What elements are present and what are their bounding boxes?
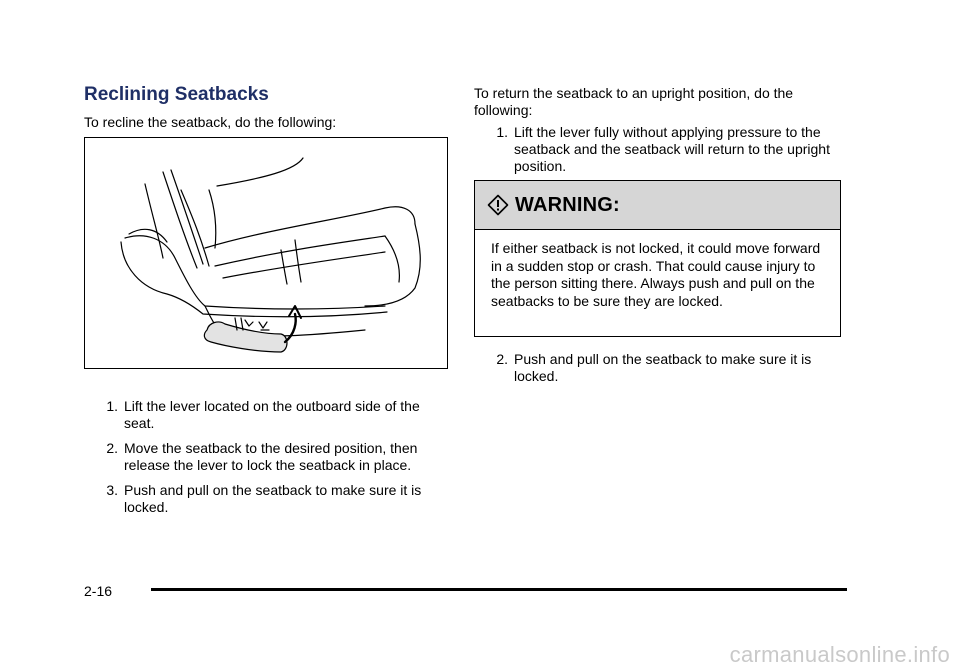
step-number: 2. <box>106 440 118 456</box>
page-number: 2-16 <box>84 583 113 599</box>
step-number: 1. <box>106 398 118 414</box>
upright-steps-continued <box>484 351 846 393</box>
warning-text: If either seatback is not locked, it could move forward in a sudden stop or crash. That could cause injury to the person sitting there. Always push and pull on the seatbacks to be sure they are locked. <box>491 240 821 309</box>
step-text: Lift the lever located on the outboard side of the seat. <box>124 398 420 431</box>
section-title: Reclining Seatbacks <box>84 84 269 105</box>
list-item <box>484 351 846 385</box>
step-number: 2. <box>496 351 508 367</box>
warning-header <box>475 181 840 230</box>
list-item <box>484 124 846 175</box>
step-text: Move the seatback to the desired position, then release the lever to lock the seatback in place. <box>124 440 418 473</box>
list-item <box>94 398 439 432</box>
seat-lever-drawing <box>85 138 447 368</box>
upright-intro: To return the seatback to an upright position, do the following: <box>474 85 794 118</box>
watermark: carmanualsonline.info <box>729 642 950 667</box>
step-text: Lift the lever fully without applying pressure to the seatback and the seatback will return to the upright position. <box>514 124 830 174</box>
step-text: Push and pull on the seatback to make sure it is locked. <box>514 351 812 384</box>
footer-rule <box>151 588 847 591</box>
seat-illustration <box>84 137 448 369</box>
upright-steps <box>484 124 846 183</box>
step-number: 3. <box>106 482 118 498</box>
warning-title: WARNING: <box>515 193 620 216</box>
warning-box <box>474 180 841 337</box>
step-number: 1. <box>496 124 508 140</box>
list-item <box>94 440 439 474</box>
step-text: Push and pull on the seatback to make sure it is locked. <box>124 482 422 515</box>
recline-intro: To recline the seatback, do the following: <box>84 114 337 130</box>
warning-icon <box>487 194 509 216</box>
list-item <box>94 482 439 516</box>
recline-steps <box>94 398 439 524</box>
